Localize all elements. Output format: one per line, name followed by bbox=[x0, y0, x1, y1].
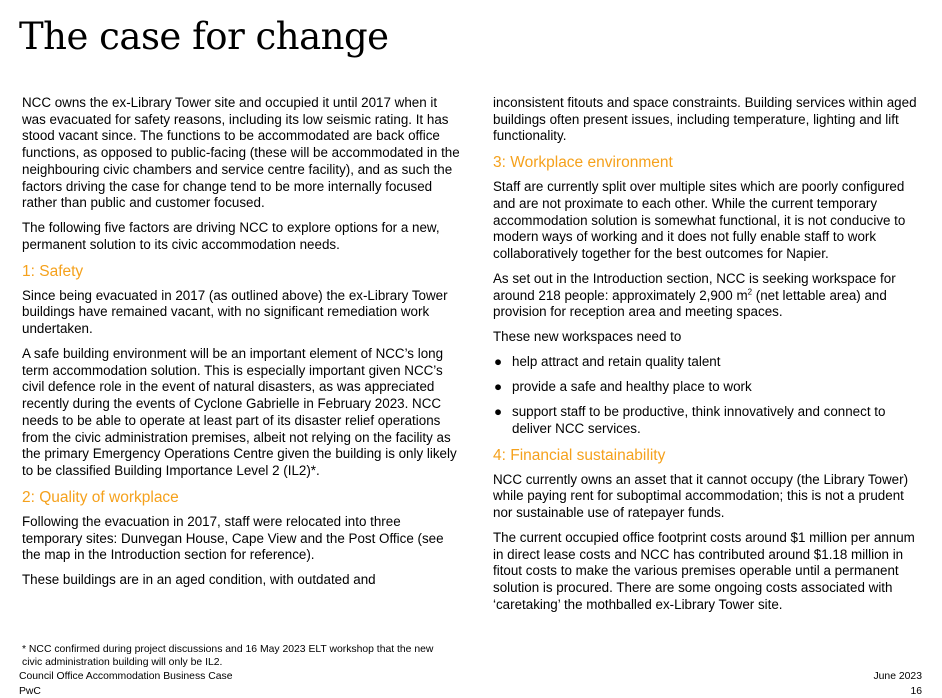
factors-intro-paragraph: The following five factors are driving NCC to explore options for a new, permanent solution to its civic accommodation needs. bbox=[22, 220, 440, 252]
safety-paragraph-2: A safe building environment will be an important element of NCC’s long term accommodation solution. This is especially important given NCC’s civil defence role in the event of natural disasters, as was appreciated recently during the events of Cyclone Gabrielle in February 2023. NCC needs to be able to operate at least part of its disaster relief operations from the civic administration premises, albeit not relying on the facility as the primary Emergency Operations Centre given the building is only likely to be classified Building Importance Level 2 (IL2)*. bbox=[22, 346, 457, 478]
section-title: Safety bbox=[34, 262, 84, 280]
bullet-icon: ● bbox=[494, 379, 503, 395]
footer-company: PwC bbox=[19, 686, 41, 697]
list-item-text: help attract and retain quality talent bbox=[512, 354, 721, 370]
footer-document-title: Council Office Accommodation Business Case bbox=[19, 671, 233, 682]
quality-paragraph-1: Following the evacuation in 2017, staff were relocated into three temporary sites: Dunvegan House, Cape View and the Post Office (see the map in the Introduction section for reference). bbox=[22, 513, 444, 563]
superscript: 2 bbox=[747, 287, 753, 297]
list-item bbox=[493, 354, 918, 371]
section-heading-workplace bbox=[493, 153, 918, 173]
bullet-icon: ● bbox=[494, 403, 503, 419]
workplace-text: (net lettable area) and provision for reception area and meeting spaces. bbox=[493, 287, 887, 320]
workspace-needs-list bbox=[493, 354, 918, 437]
financial-paragraph-1: NCC currently owns an asset that it cannot occupy (the Library Tower) while paying rent for suboptimal accommodation; this is not a prudent nor sustainable use of ratepayer funds. bbox=[493, 471, 909, 520]
section-title: Workplace environment bbox=[505, 154, 673, 172]
footer-date: June 2023 bbox=[873, 671, 922, 682]
section-number: 1: bbox=[22, 262, 35, 280]
section-number: 3: bbox=[493, 154, 506, 172]
financial-paragraph-2: The current occupied office footprint costs around $1 million per annum in direct lease costs and NCC has contributed around $1.18 million in fitout costs to make the various premises operable until a permanent solution is procured. There are some ongoing costs associated with ‘caretaking’ the mothballed ex-Library Tower site. bbox=[493, 529, 915, 612]
bullet-icon: ● bbox=[494, 354, 503, 370]
quality-paragraph-2: These buildings are in an aged condition, with outdated and bbox=[22, 572, 376, 588]
workplace-text: As set out in the Introduction section, NCC is seeking workspace for around 218 people: approximately 2,900 m bbox=[493, 271, 896, 303]
quality-continuation-paragraph: inconsistent fitouts and space constraints. Building services within aged buildings often present issues, including temperature, lighting and lift functionality. bbox=[493, 95, 917, 144]
section-heading-quality bbox=[22, 488, 460, 508]
section-number: 4: bbox=[493, 446, 506, 464]
left-column bbox=[22, 95, 460, 597]
list-item bbox=[493, 379, 918, 396]
list-item bbox=[493, 404, 918, 437]
right-column bbox=[493, 95, 918, 622]
footnote: * NCC confirmed during project discussions and 16 May 2023 ELT workshop that the new civic administration building will only be IL2. bbox=[22, 644, 434, 668]
footer-page-number: 16 bbox=[910, 686, 922, 697]
list-item-text: provide a safe and healthy place to work bbox=[512, 379, 752, 395]
section-title: Quality of workplace bbox=[34, 488, 179, 506]
page-title: The case for change bbox=[19, 15, 389, 58]
workplace-paragraph-2 bbox=[493, 271, 918, 321]
intro-paragraph: NCC owns the ex-Library Tower site and occupied it until 2017 when it was evacuated for safety reasons, including its low seismic rating. It has stood vacant since. The functions to be accommodated are back office functions, as opposed to public-facing (these will be accommodated in the neighbouring civic chambers and service centre facility), and as such the factors driving the case for change tend to be more internally focused rather than public and customer focused. bbox=[22, 95, 460, 211]
section-number: 2: bbox=[22, 488, 35, 506]
workplace-paragraph-3: These new workspaces need to bbox=[493, 329, 682, 345]
section-heading-financial bbox=[493, 446, 918, 466]
section-title: Financial sustainability bbox=[505, 446, 666, 464]
workplace-paragraph-1: Staff are currently split over multiple sites which are poorly configured and are not proximate to each other. While the current temporary accommodation solution is somewhat functional, it is not conducive to modern ways of working and it does not fully enable staff to work collaboratively together for the best outcomes for Napier. bbox=[493, 179, 906, 262]
list-item-text: support staff to be productive, think innovatively and connect to deliver NCC services. bbox=[512, 403, 886, 436]
section-heading-safety bbox=[22, 262, 460, 282]
safety-paragraph-1: Since being evacuated in 2017 (as outlined above) the ex-Library Tower buildings have remained vacant, with no significant remediation work undertaken. bbox=[22, 287, 448, 337]
